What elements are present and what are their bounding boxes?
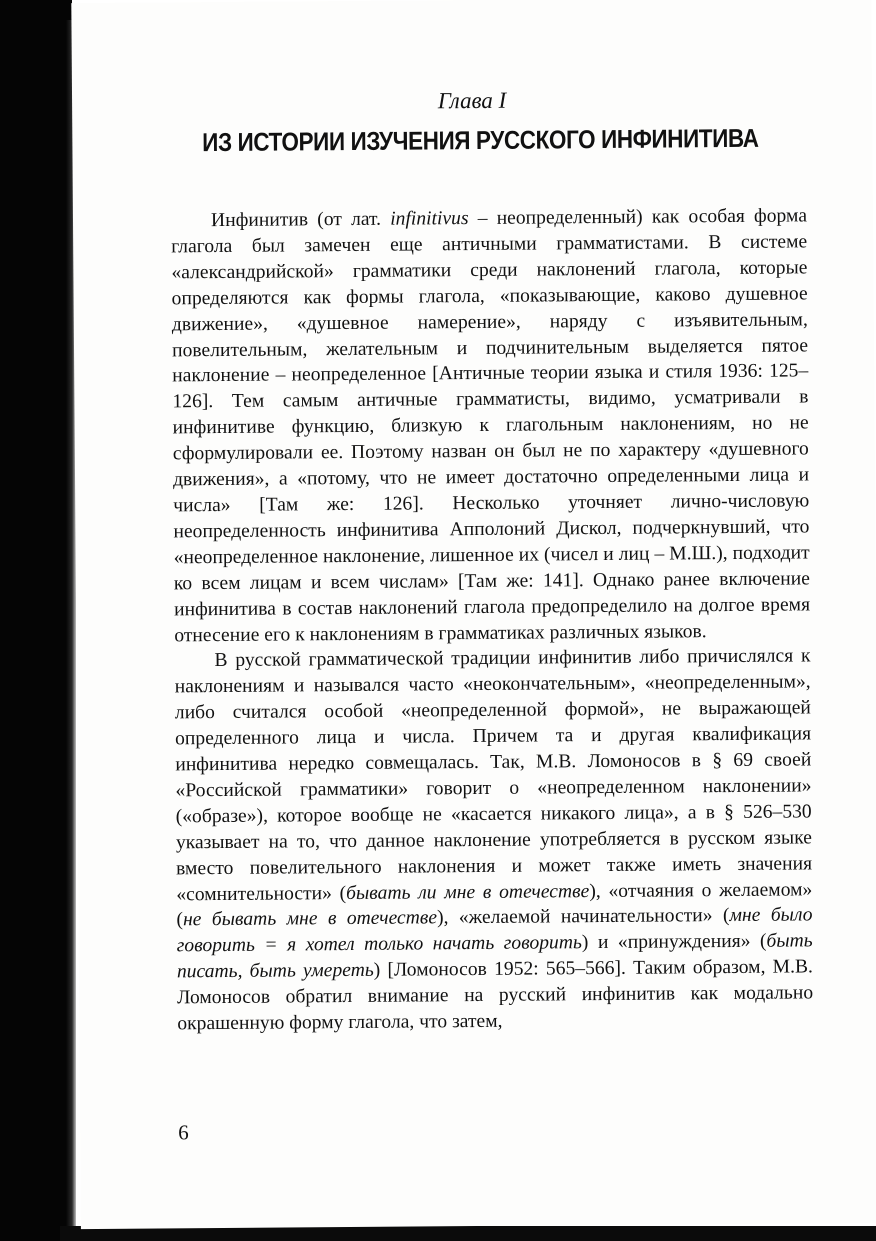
body-text — [171, 203, 813, 1037]
paragraph — [171, 203, 810, 648]
chapter-label: Глава I — [437, 87, 507, 114]
italic-text-run: быть писать, быть умереть — [176, 930, 813, 983]
italic-text-run: мне было говорить = я хотел только начать говорить — [176, 904, 813, 957]
paragraph — [174, 644, 813, 1038]
italic-text-run: не бывать мне в отечестве — [182, 907, 438, 931]
text-run: – неопределенный) как особая форма глагола был замечен еще античными грамматистами. В системе «александрийской» грамматики среди наклонений глагола, которые определяются как формы глагола, «показывающие, каково душевное движение», «душевное намерение», наряду с изъявительным, повелительным, желательным и подчинительным выделяется пятое наклонение – неопределенное [Античные теории языка и стиля 1936: 125–126]. Тем самым античные грамматисты, видимо, усматривали в инфинитиве функцию, близкую к глагольным наклонениям, но не сформулировали ее. Поэтому назван он был не по характеру «душевного движения», а «потому, что не имеет достаточно определенными лица и числа» [Там же: 126]. Несколько уточняет лично-числовую неопределенность инфинитива Апполоний Дискол, подчеркнувший, что «неопределенное наклонение, лишенное их (чисел и лиц – М.Ш.), подходит ко всем лицам и всем числам» [Там же: 141]. Однако ранее включение инфинитива в состав наклонений глагола предопределило на долгое время отнесение его к наклонениям в грамматиках различных языков. — [171, 205, 811, 646]
book-page — [71, 0, 876, 1229]
italic-text-run: infinitivus — [390, 208, 469, 230]
text-run: ) [Ломоносов 1952: 565–566]. Таким образом, М.В. Ломоносов обратил внимание на русский инфинитив как модально окрашенную форму глагола, что затем, — [177, 956, 814, 1035]
text-run: Инфинитив (от лат. — [210, 208, 391, 232]
text-run: ), «отчаяния о желаемом» ( — [176, 878, 813, 931]
page-number: 6 — [178, 1120, 189, 1145]
book-spine-shadow — [0, 0, 72, 1241]
text-run: ), «желаемой начинательности» ( — [436, 905, 730, 929]
text-run: В русской грамматической традиции инфинитив либо причислялся к наклонениям и назывался часто «неокончательным», «неопределенным», либо считался особой «неопределенной формой», не выражающей определенного лица и числа. Причем та и другая квалификация инфинитива нередко совмещалась. Так, М.В. Ломоносов в § 69 своей «Российской грамматики» говорит о «неопределенном наклонении» («образе»), которое вообще не «касается никакого лица», а в § 526–530 указывает на то, что данное наклонение употребляется в русском языке вместо повелительного наклонения и может также иметь значения «сомнительности» ( — [174, 645, 813, 905]
chapter-title: ИЗ ИСТОРИИ ИЗУЧЕНИЯ РУССКОГО ИНФИНИТИВА — [202, 123, 759, 157]
italic-text-run: бывать ли мне в отечестве — [346, 880, 590, 904]
text-run: ) и «принуждения» ( — [581, 931, 767, 954]
